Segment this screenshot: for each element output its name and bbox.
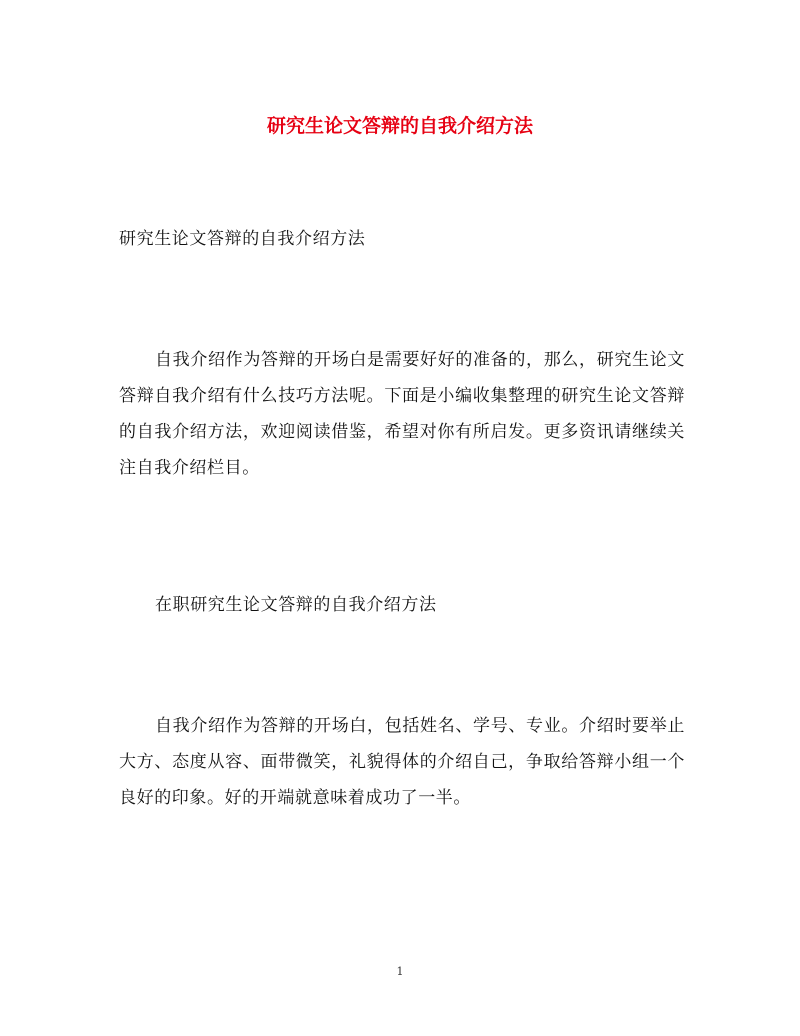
paragraph-section: 自我介绍作为答辩的开场白，包括姓名、学号、专业。介绍时要举止大方、态度从容、面带微笑，礼貌得体的介绍自己，争取给答辩小组一个良好的印象。好的开端就意味着成功了一半。 [119, 716, 685, 808]
document-title: 研究生论文答辩的自我介绍方法 [266, 115, 533, 137]
section-heading: 在职研究生论文答辩的自我介绍方法 [155, 595, 437, 615]
page-number: 1 [396, 965, 404, 978]
document-subtitle: 研究生论文答辩的自我介绍方法 [119, 229, 366, 249]
paragraph-intro: 自我介绍作为答辩的开场白是需要好好的准备的，那么，研究生论文答辩自我介绍有什么技巧方法呢。下面是小编收集整理的研究生论文答辩的自我介绍方法，欢迎阅读借鉴，希望对你有所启发。更多资讯请继续关注自我介绍栏目。 [119, 350, 685, 478]
